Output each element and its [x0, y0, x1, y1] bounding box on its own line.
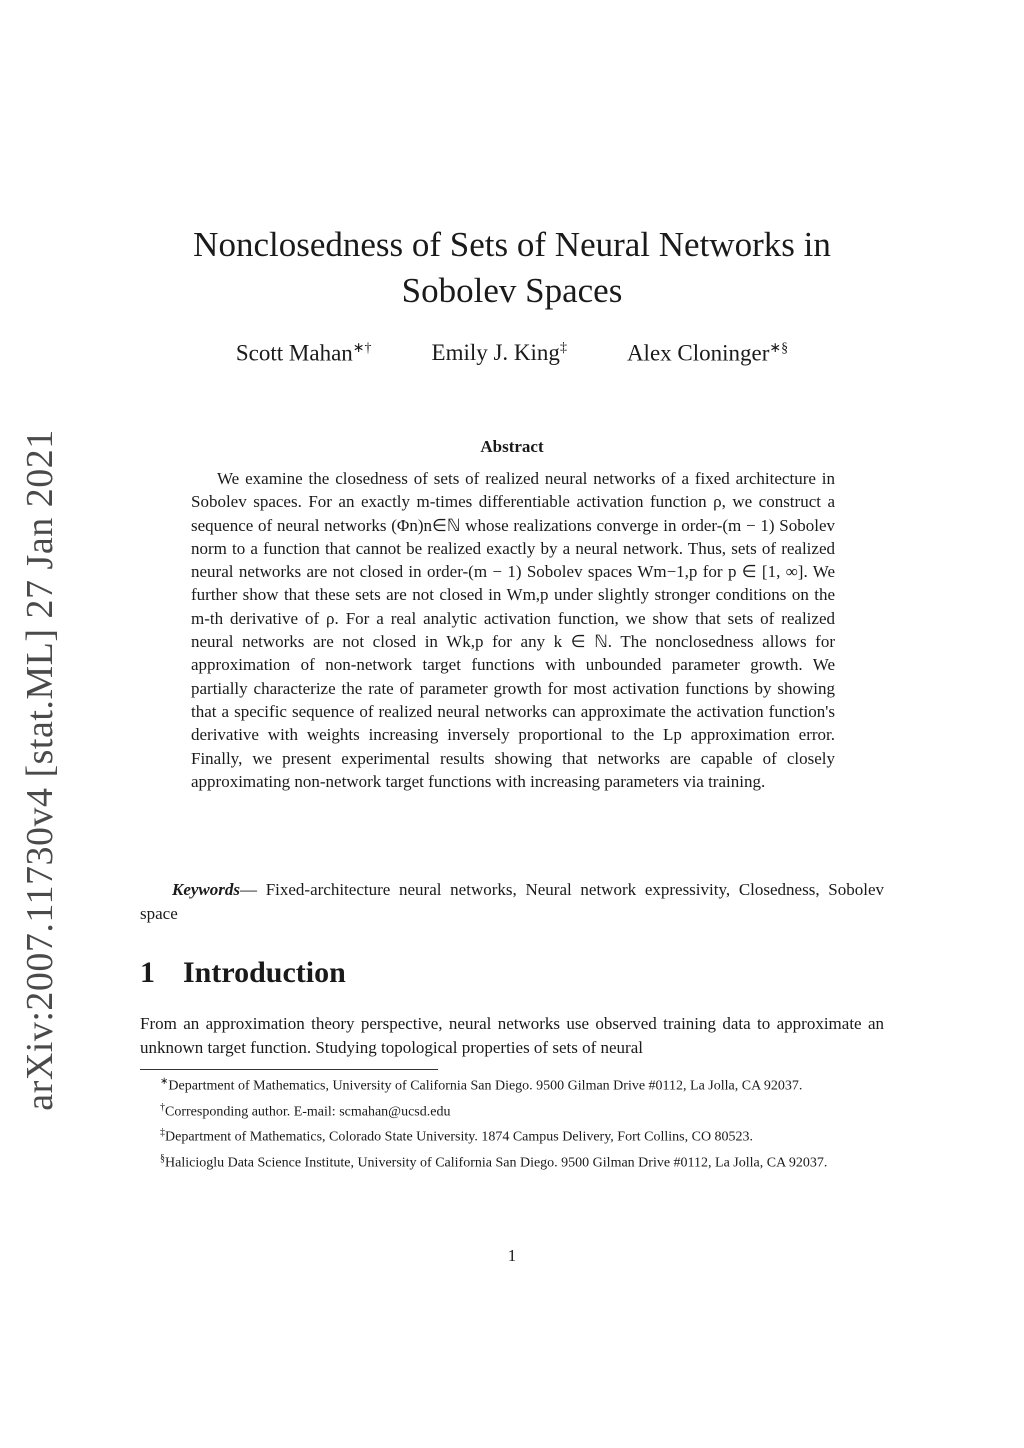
arxiv-identifier: arXiv:2007.11730v4 [stat.ML] 27 Jan 2021: [19, 429, 61, 1111]
keywords: [140, 878, 884, 926]
author-marks: ∗†: [352, 341, 372, 356]
paper-title: Nonclosedness of Sets of Neural Networks in Sobolev Spaces: [193, 225, 831, 310]
intro-paragraph: From an approximation theory perspective, neural networks use observed training data to approximate an unknown target function. Studying topological properties of sets of neural: [140, 1014, 884, 1057]
section-heading: [140, 956, 884, 990]
author: Alex Cloninger∗§: [626, 340, 789, 366]
abstract-text: We examine the closedness of sets of realized neural networks of a fixed architecture in Sobolev spaces. For an exactly m-times differentiable activation function ρ, we construct a sequence of neural networks (Φn)n∈ℕ whose realizations converge in order-(m − 1) Sobolev norm to a function that cannot be realized exactly by a neural network. Thus, sets of realized neural networks are not closed in order-(m − 1) Sobolev spaces Wm−1,p for p ∈ [1, ∞]. We further show that these sets are not closed in Wm,p under slightly stronger conditions on the m-th derivative of ρ. For a real analytic activation function, we show that sets of realized neural networks are not closed in Wk,p for any k ∈ ℕ. The nonclosedness allows for approximation of non-network target functions with unbounded parameter growth. We partially characterize the rate of parameter growth for most activation functions by showing that a specific sequence of realized neural networks can approximate the activation function's derivative with weights increasing inversely proportional to the Lp approximation error. Finally, we present experimental results showing that networks are capable of closely approximating non-network target functions with increasing parameters via training.: [191, 469, 835, 791]
section-number: 1: [140, 956, 155, 989]
page-number: 1: [507, 1246, 517, 1265]
author-list: [140, 340, 884, 367]
author-marks: ∗§: [769, 341, 789, 356]
keywords-text: — Fixed-architecture neural networks, Neural network expressivity, Closedness, Sobolev space: [140, 880, 884, 923]
footnote-rule: [140, 1069, 438, 1070]
footnotes: [140, 1072, 884, 1175]
footnote: ‡Department of Mathematics, Colorado State University. 1874 Campus Delivery, Fort Collins, CO 80523.: [160, 1127, 754, 1145]
footnote: †Corresponding author. E-mail: scmahan@ucsd.edu: [160, 1101, 451, 1120]
author: Emily J. King‡: [431, 340, 567, 365]
footnote: ∗Department of Mathematics, University of California San Diego. 9500 Gilman Drive #0112, La Jolla, CA 92037.: [160, 1076, 803, 1094]
section-title: Introduction: [183, 956, 346, 989]
author-marks: ‡: [559, 340, 567, 356]
abstract-heading: Abstract: [480, 437, 544, 456]
footnote: §Halicioglu Data Science Institute, University of California San Diego. 9500 Gilman Drive #0112, La Jolla, CA 92037.: [160, 1152, 828, 1171]
keywords-label: Keywords: [172, 880, 240, 899]
arxiv-side-stamp: [10, 420, 70, 1120]
author: Scott Mahan∗†: [235, 340, 372, 366]
